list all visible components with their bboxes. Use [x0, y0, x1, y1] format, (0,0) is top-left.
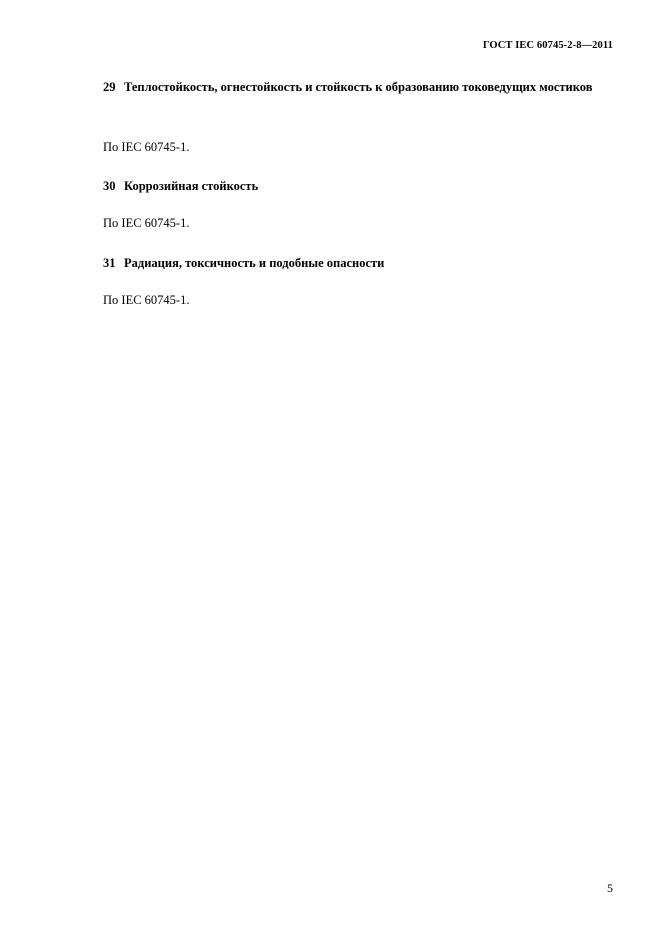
- section-title: Коррозийная стойкость: [124, 179, 259, 193]
- section-number: 29: [103, 80, 116, 94]
- document-code-header: ГОСТ IEC 60745-2-8—2011: [482, 40, 613, 51]
- section-body-29: По IEC 60745-1.: [103, 140, 190, 154]
- section-number: 30: [103, 179, 116, 193]
- section-heading-29: [103, 76, 613, 98]
- section-body-30: По IEC 60745-1.: [103, 216, 190, 230]
- section-heading-30: [103, 175, 613, 197]
- section-title: Радиация, токсичность и подобные опасности: [124, 256, 385, 270]
- page-number: 5: [607, 881, 613, 895]
- section-number: 31: [103, 256, 116, 270]
- section-body-31: По IEC 60745-1.: [103, 293, 190, 307]
- section-heading-31: [103, 252, 613, 274]
- section-title: Теплостойкость, огнестойкость и стойкость к образованию токоведущих мостиков: [124, 80, 593, 94]
